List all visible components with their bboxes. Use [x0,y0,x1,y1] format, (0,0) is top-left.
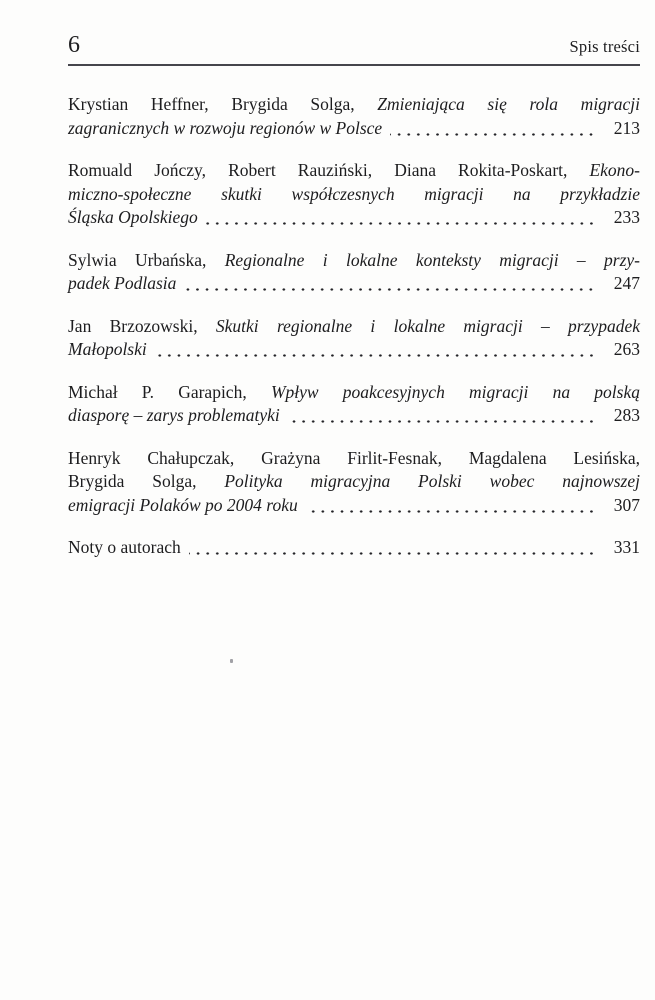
scan-speck-artifact [230,659,233,663]
toc-entry [68,93,640,140]
author-text: Romuald Jończy, Robert Rauziński, Diana Rokita-Poskart, [68,160,590,180]
toc-entry [68,315,640,362]
author-text: Henryk Chałupczak, Grażyna Firlit-Fesnak, Magdalena Lesińska, [68,447,640,468]
entry-line [68,117,640,141]
entry-line [68,381,640,405]
dot-leader [184,272,596,296]
author-text: Krystian Heffner, Brygida Solga, [68,94,378,114]
dot-leader [206,206,596,230]
title-text: emigracji Polaków po 2004 roku [68,494,298,515]
page-header [68,0,640,66]
toc-list [68,93,640,560]
dot-leader [390,117,596,141]
page-number: 263 [613,339,640,359]
title-text: Polityka migracyjna Polski wobec najnowszej [224,471,640,491]
entry-line [68,183,640,207]
toc-entry [68,447,640,518]
entry-line-text [68,494,298,518]
dot-leader [288,404,596,428]
entry-line [68,249,640,273]
page-number: 331 [613,537,640,557]
title-text: padek Podlasia [68,273,177,293]
page-number: 213 [613,117,640,138]
toc-entry [68,249,640,296]
title-text: zagranicznych w rozwoju regionów w Polsce [68,117,383,138]
entry-line-text [68,272,176,296]
page-number: 307 [613,494,640,515]
title-text: Śląska Opolskiego [68,207,198,227]
entry-line [68,159,640,183]
author-text: Sylwia Urbańska, [68,249,225,270]
title-text: Regionalne i lokalne konteksty migracji – przy- [224,249,640,270]
author-text: Brygida Solga, [68,471,225,491]
entry-line [68,272,640,296]
page-number: 247 [613,273,640,293]
author-text: Michał P. Garapich, [68,381,271,402]
title-text: miczno-społeczne skutki współczesnych migracji na przykładzie [68,183,640,204]
title-text: Zmieniająca się rola migracji [377,94,640,114]
entry-line [68,404,640,428]
title-text: Ekono- [589,160,640,180]
entry-line [68,470,640,494]
dot-leader [189,536,596,560]
title-text: Wpływ poakcesyjnych migracji na polską [270,381,640,402]
header-section-title: Spis treści [569,37,640,56]
entry-line [68,536,640,560]
entry-line-text [68,404,280,428]
page-number: 283 [613,405,640,425]
author-text: Noty o autorach [68,537,181,557]
toc-entry [68,381,640,428]
title-text: Małopolski [68,339,147,359]
header-page-number: 6 [68,32,80,58]
entry-line [68,338,640,362]
dot-leader [155,338,596,362]
title-text: Skutki regionalne i lokalne migracji – przypadek [215,315,640,336]
entry-line [68,447,640,471]
text-block [68,0,640,579]
entry-line-text [68,206,198,230]
entry-line [68,93,640,117]
toc-entry [68,159,640,230]
page-number: 233 [613,207,640,227]
entry-line-text [68,338,147,362]
entry-line [68,494,640,518]
dot-leader [306,494,596,518]
author-text: Jan Brzozowski, [68,315,216,336]
toc-entry [68,536,640,560]
entry-line-text [68,536,181,560]
entry-line [68,315,640,339]
title-text: diasporę – zarys problematyki [68,405,280,425]
entry-line [68,206,640,230]
entry-line-text [68,117,382,141]
